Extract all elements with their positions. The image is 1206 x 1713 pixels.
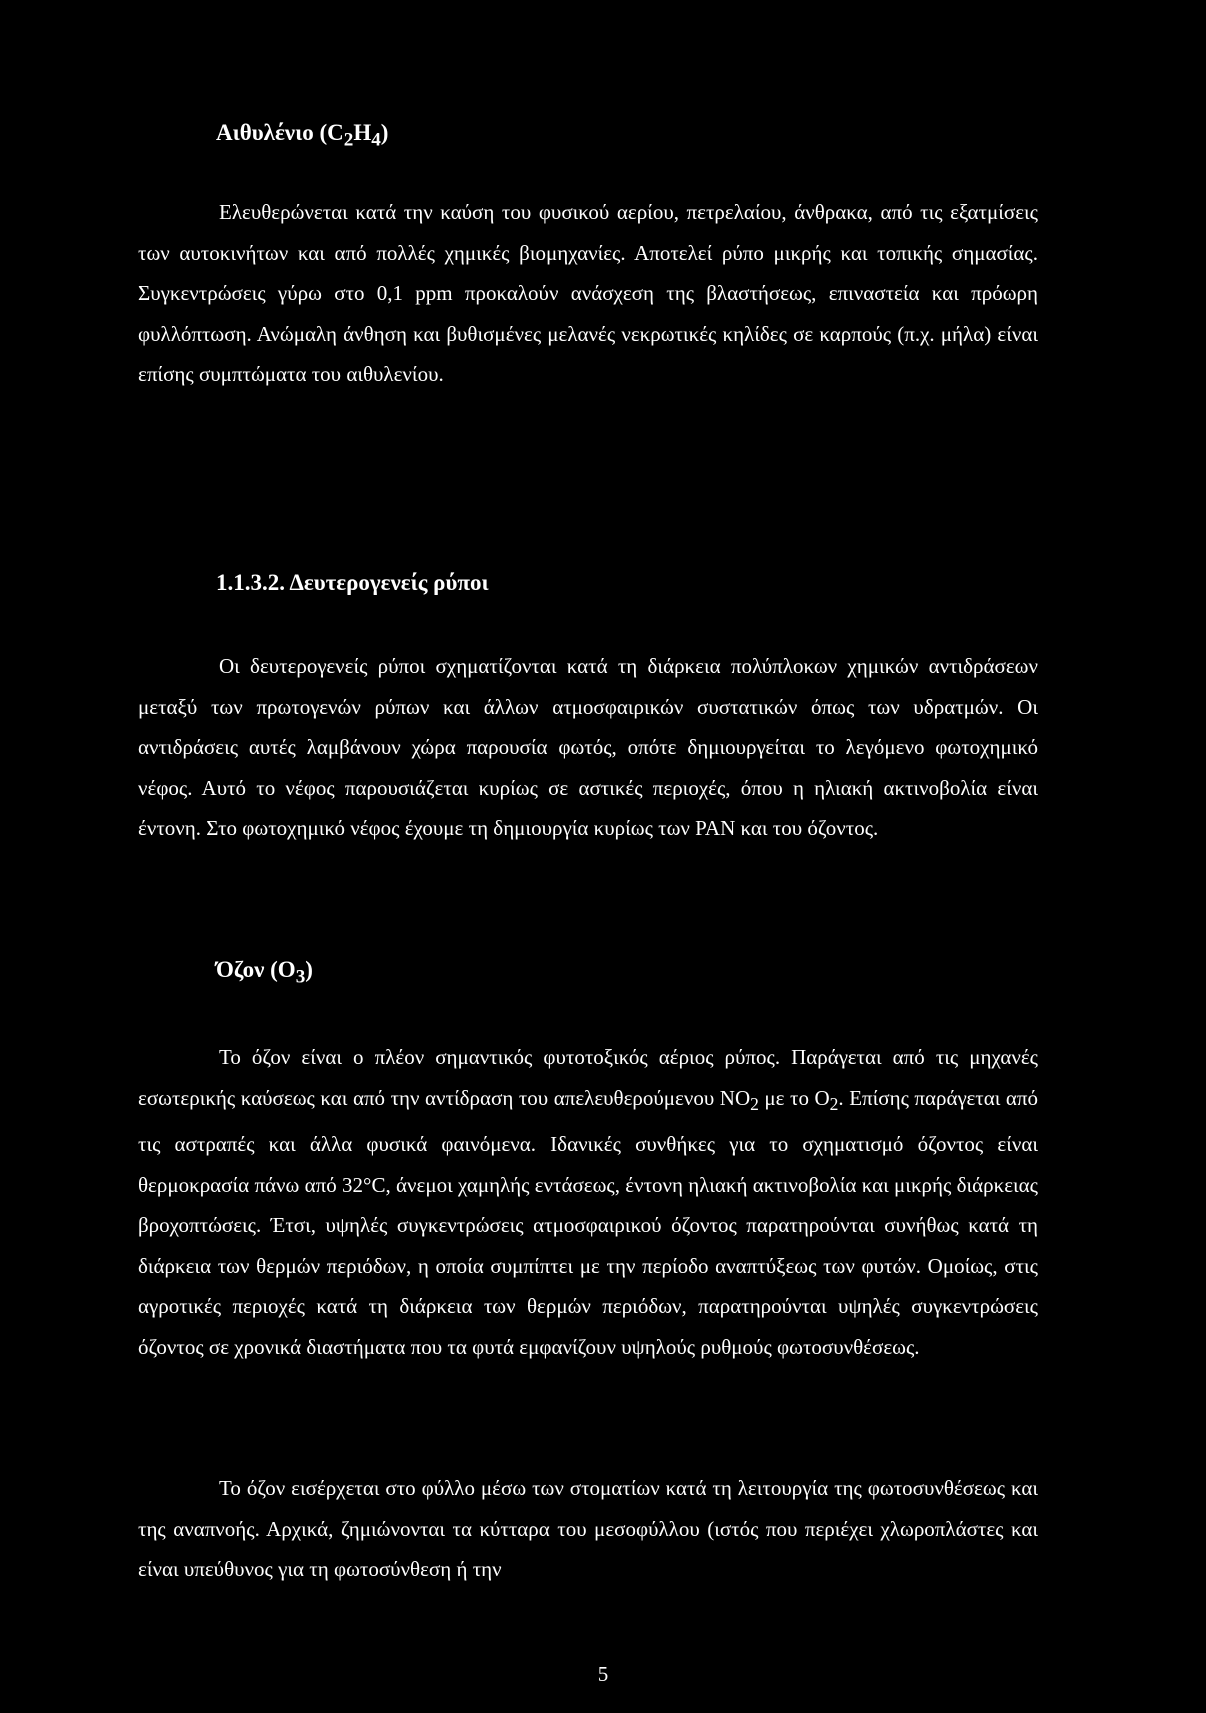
- page-number: 5: [597, 1662, 609, 1686]
- ozone-heading: Όζον $(O_3)$: [216, 957, 313, 988]
- secondary-pollutants-heading: 1.1.3.2. Δευτερογενείς ρύποι: [216, 570, 489, 595]
- ozone-paragraph-2: Το όζον εισέρχεται στο φύλλο μέσω των στοματίων κατά τη λειτουργία της φωτοσυνθέσεως και της αναπνοής. Αρχικά, ζημιώνονται τα κύτταρα του μεσοφύλλου (ιστός που περιέχει χλωροπλάστες και είναι υπεύθυνος για τη φωτοσύνθεση ή την: [138, 1476, 1038, 1581]
- ethylene-paragraph: Ελευθερώνεται κατά την καύση του φυσικού αερίου, πετρελαίου, άνθρακα, από τις εξατμίσεις των αυτοκινήτων και από πολλές χημικές βιομηχανίες. Αποτελεί ρύπο μικρής και τοπικής σημασίας. Συγκεντρώσεις γύρω στο 0,1 ppm προκαλούν ανάσχεση της βλαστήσεως, επιναστεία και πρόωρη φυλλόπτωση. Ανώμαλη άνθηση και βυθισμένες μελανές νεκρωτικές κηλίδες σε καρπούς (π.χ. μήλα) είναι επίσης συμπτώματα του αιθυλενίου.: [138, 200, 1038, 386]
- ethylene-heading: Αιθυλένιο $(C_2H_4)$: [216, 120, 389, 151]
- ozone-paragraph-1: Το όζον είναι ο πλέον σημαντικός φυτοτοξικός αέριος ρύπος. Παράγεται από τις μηχανές εσωτερικής καύσεως και από την αντίδραση του απελευθερούμενου $NO_2$ με το $O_2$. Επίσης παράγεται από τις αστραπές και άλλα φυσικά φαινόμενα. Ιδανικές συνθήκες για το σχηματισμό όζοντος είναι θερμοκρασία πάνω από 32°C, άνεμοι χαμηλής εντάσεως, έντονη ηλιακή ακτινοβολία και μικρής διάρκειας βροχοπτώσεις. Έτσι, υψηλές συγκεντρώσεις ατμοσφαιρικού όζοντος παρατηρούνται συνήθως κατά τη διάρκεια των θερμών περιόδων, η οποία συμπίπτει με την περίοδο αναπτύξεως των φυτών. Ομοίως, στις αγροτικές περιοχές κατά τη διάρκεια των θερμών περιόδων, παρατηρούνται υψηλές συγκεντρώσεις όζοντος σε χρονικά διαστήματα που τα φυτά εμφανίζουν υψηλούς ρυθμούς φωτοσυνθέσεως.: [138, 1045, 1038, 1359]
- secondary-pollutants-paragraph: Οι δευτερογενείς ρύποι σχηματίζονται κατά τη διάρκεια πολύπλοκων χημικών αντιδράσεων μεταξύ των πρωτογενών ρύπων και άλλων ατμοσφαιρικών συστατικών όπως των υδρατμών. Οι αντιδράσεις αυτές λαμβάνουν χώρα παρουσία φωτός, οπότε δημιουργείται το λεγόμενο φωτοχημικό νέφος. Αυτό το νέφος παρουσιάζεται κυρίως σε αστικές περιοχές, όπου η ηλιακή ακτινοβολία είναι έντονη. Στο φωτοχημικό νέφος έχουμε τη δημιουργία κυρίως των PAN και του όζοντος.: [138, 654, 1038, 840]
